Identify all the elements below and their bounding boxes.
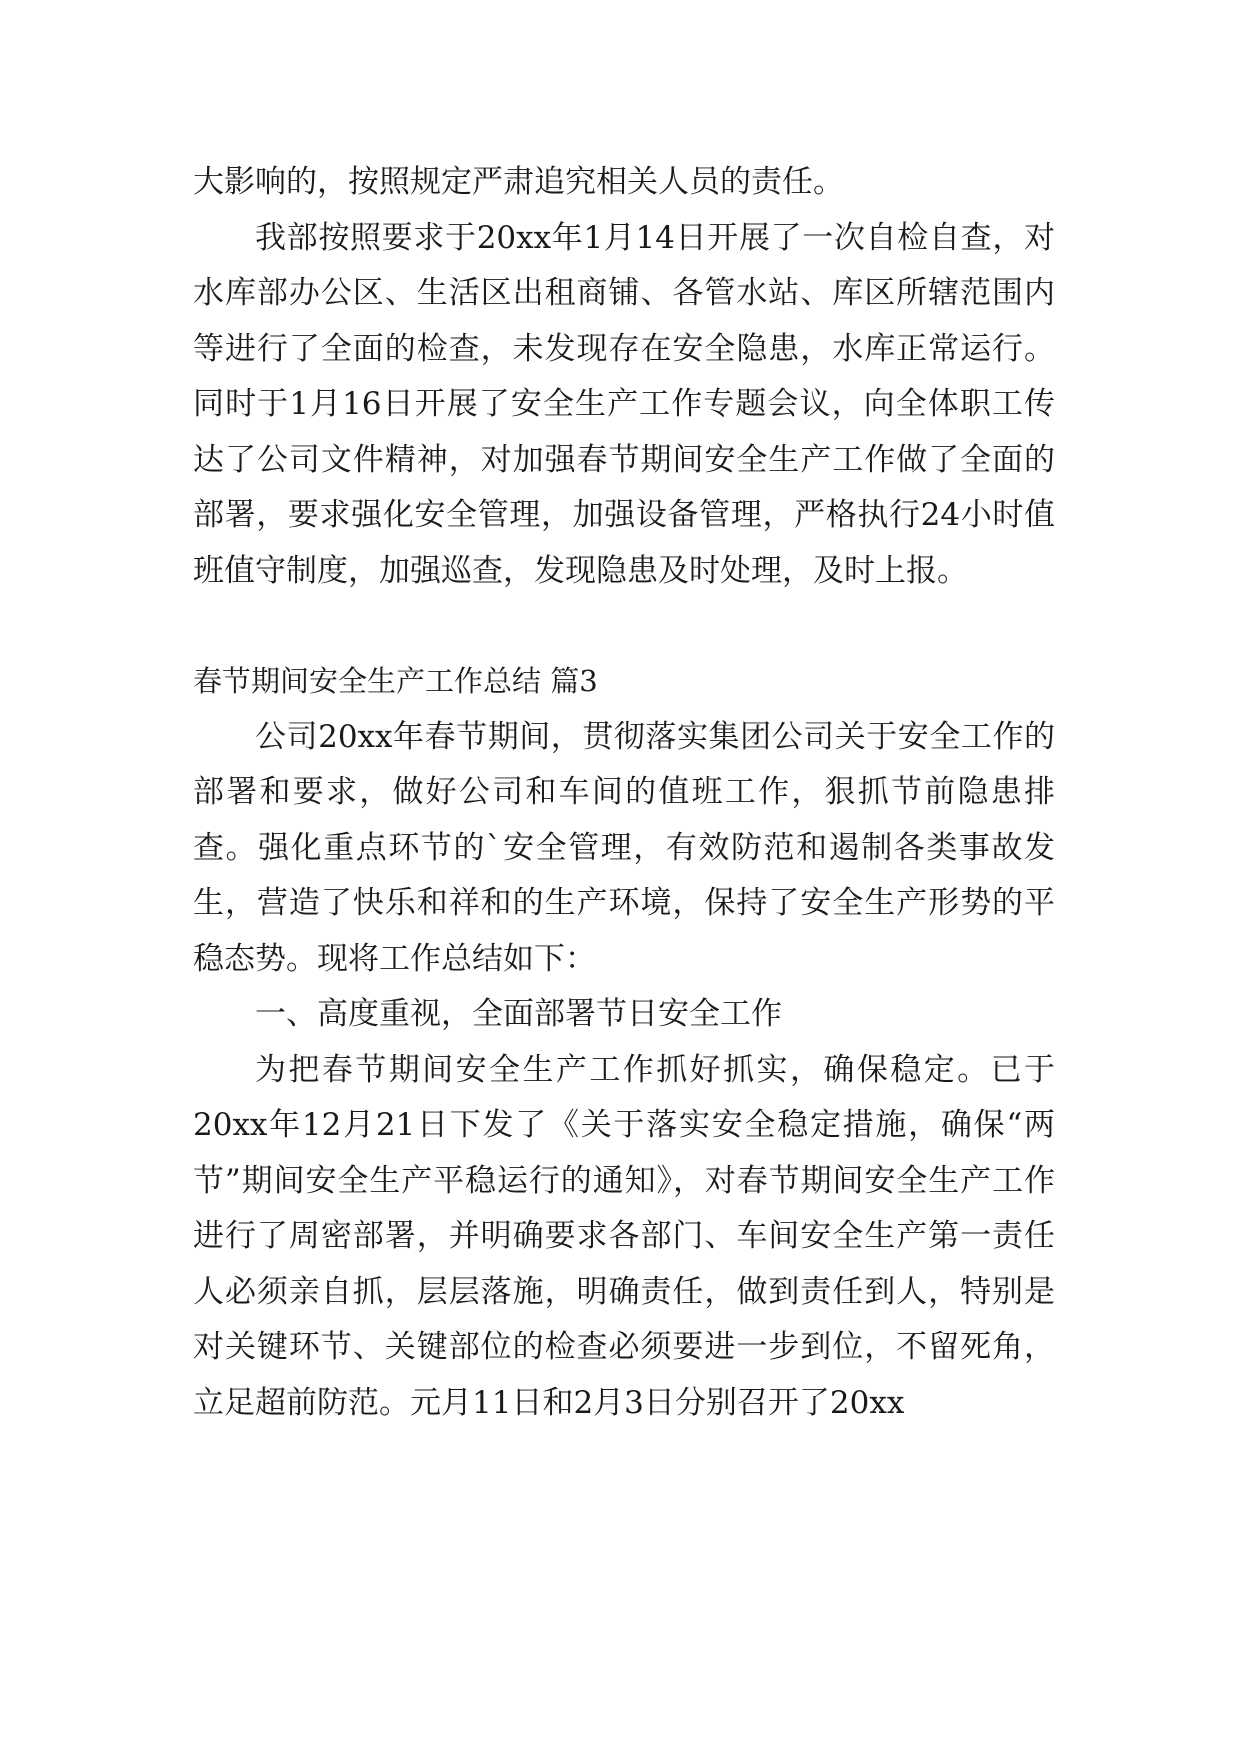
deployment-paragraph: 为把春节期间安全生产工作抓好抓实，确保稳定。已于20xx年12月21日下发了《关于落实安全稳定措施，确保“两节”期间安全生产平稳运行的通知》，对春节期间安全生产工作进行了周密部署，并明确要求各部门、车间安全生产第一责任人必须亲自抓，层层落施，明确责任，做到责任到人，特别是对关键环节、关键部位的检查必须要进一步到位，不留死角，立足超前防范。元月11日和2月3日分别召开了20xx: [193, 1051, 1055, 1421]
self-check-paragraph: 我部按照要求于20xx年1月14日开展了一次自检自查，对水库部办公区、生活区出租商铺、各管水站、库区所辖范围内等进行了全面的检查，未发现存在安全隐患，水库正常运行。同时于1月16日开展了安全生产工作专题会议，向全体职工传达了公司文件精神，对加强春节期间安全生产工作做了全面的部署，要求强化安全管理，加强设备管理，严格执行24小时值班值守制度，加强巡查，发现隐患及时处理，及时上报。: [193, 219, 1055, 589]
intro-paragraph: 公司20xx年春节期间，贯彻落实集团公司关于安全工作的部署和要求，做好公司和车间的值班工作，狠抓节前隐患排查。强化重点环节的`安全管理，有效防范和遏制各类事故发生，营造了快乐和祥和的生产环境，保持了安全生产形势的平稳态势。现将工作总结如下：: [193, 718, 1055, 977]
section-title: 春节期间安全生产工作总结 篇3: [193, 664, 598, 698]
document-body: [193, 155, 1055, 1431]
section-heading-1: 一、高度重视，全面部署节日安全工作: [255, 996, 782, 1032]
continuation-paragraph: 大影响的，按照规定严肃追究相关人员的责任。: [193, 164, 844, 200]
